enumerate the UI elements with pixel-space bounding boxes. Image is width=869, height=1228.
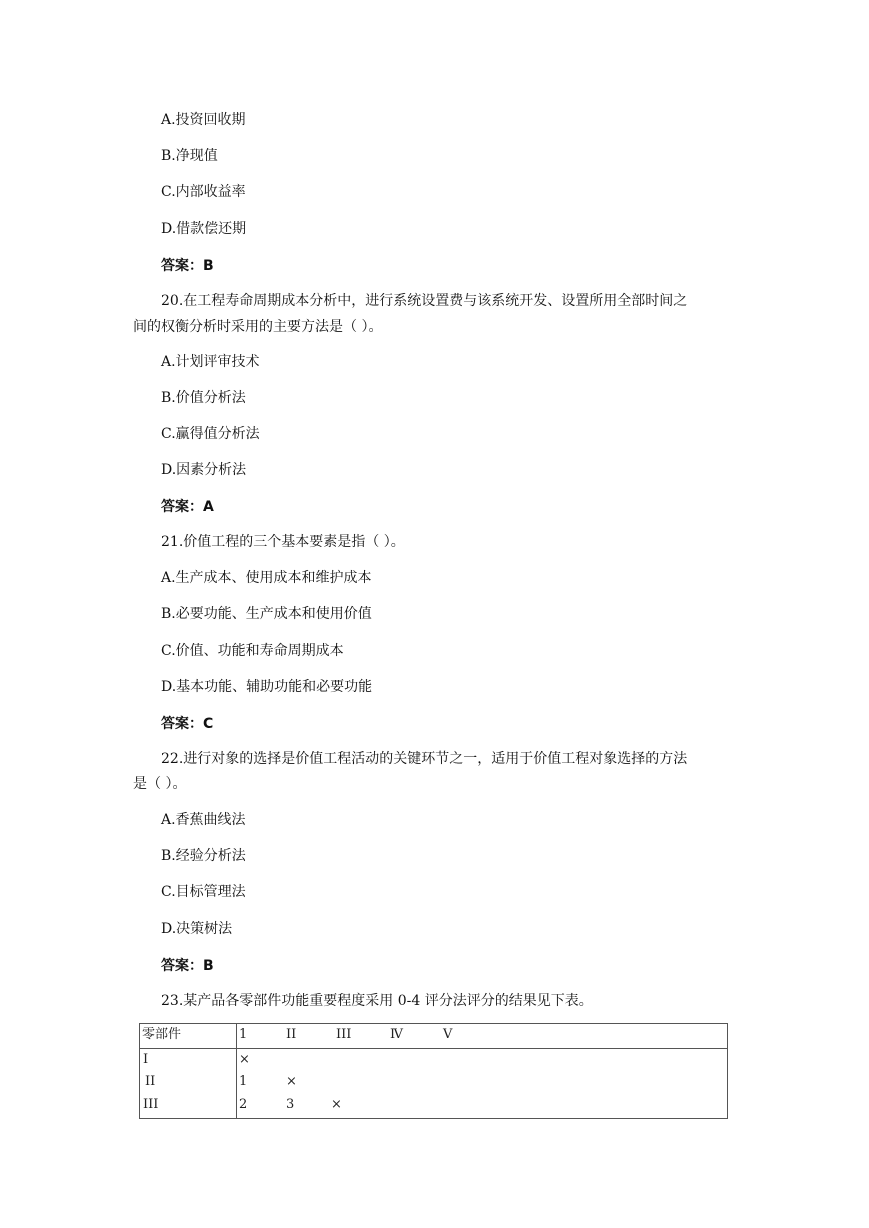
- q21-stem: 21.价值工程的三个基本要素是指（ ）。: [161, 534, 405, 550]
- q19-option-b: B.净现值: [161, 148, 218, 164]
- table-divider-vertical: [236, 1024, 237, 1118]
- q21-option-a: A.生产成本、使用成本和维护成本: [161, 570, 372, 586]
- table-cell: 1: [239, 1074, 248, 1089]
- table-cell: ×: [331, 1097, 342, 1112]
- q19-option-d: D.借款偿还期: [161, 221, 247, 237]
- table-header-col3: III: [336, 1027, 352, 1042]
- q19-option-a: A.投资回收期: [161, 112, 246, 128]
- table-row-label: I: [143, 1052, 149, 1067]
- table-header-col5: V: [443, 1027, 453, 1042]
- q20-answer: 答案：A: [161, 499, 214, 515]
- q22-option-d: D.决策树法: [161, 921, 233, 937]
- table-header-col2: II: [286, 1027, 297, 1042]
- q21-answer: 答案：C: [161, 716, 214, 732]
- table-row-label: II: [145, 1074, 156, 1089]
- q22-answer: 答案：B: [161, 958, 214, 974]
- q20-option-a: A.计划评审技术: [161, 354, 260, 370]
- q21-option-b: B.必要功能、生产成本和使用价值: [161, 606, 372, 622]
- table-cell: ×: [286, 1074, 297, 1089]
- q19-answer: 答案：B: [161, 258, 214, 274]
- q22-stem-line1: 22.进行对象的选择是价值工程活动的关键环节之一，适用于价值工程对象选择的方法: [161, 751, 688, 767]
- q20-stem-line2: 间的权衡分析时采用的主要方法是（ ）。: [133, 319, 383, 335]
- scoring-table: [139, 1023, 728, 1119]
- table-cell: 2: [239, 1097, 248, 1112]
- q20-option-b: B.价值分析法: [161, 390, 246, 406]
- table-cell: 3: [286, 1097, 295, 1112]
- table-header-col4: Ⅳ: [390, 1027, 403, 1042]
- q23-stem: 23.某产品各零部件功能重要程度采用 0-4 评分法评分的结果见下表。: [161, 993, 593, 1009]
- q22-option-b: B.经验分析法: [161, 848, 246, 864]
- table-divider-horizontal: [140, 1048, 727, 1049]
- q21-option-d: D.基本功能、辅助功能和必要功能: [161, 679, 373, 695]
- table-corner-header: 零部件: [142, 1027, 182, 1042]
- table-row-label: III: [143, 1097, 159, 1112]
- q20-option-d: D.因素分析法: [161, 462, 247, 478]
- q20-option-c: C.赢得值分析法: [161, 426, 260, 442]
- q19-option-c: C.内部收益率: [161, 184, 246, 200]
- table-header-col1: 1: [239, 1027, 248, 1042]
- q21-option-c: C.价值、功能和寿命周期成本: [161, 643, 344, 659]
- q22-option-a: A.香蕉曲线法: [161, 812, 246, 828]
- q22-option-c: C.目标管理法: [161, 884, 246, 900]
- table-cell: ×: [239, 1052, 250, 1067]
- q20-stem-line1: 20.在工程寿命周期成本分析中，进行系统设置费与该系统开发、设置所用全部时间之: [161, 293, 688, 309]
- q22-stem-line2: 是（ ）。: [133, 776, 187, 792]
